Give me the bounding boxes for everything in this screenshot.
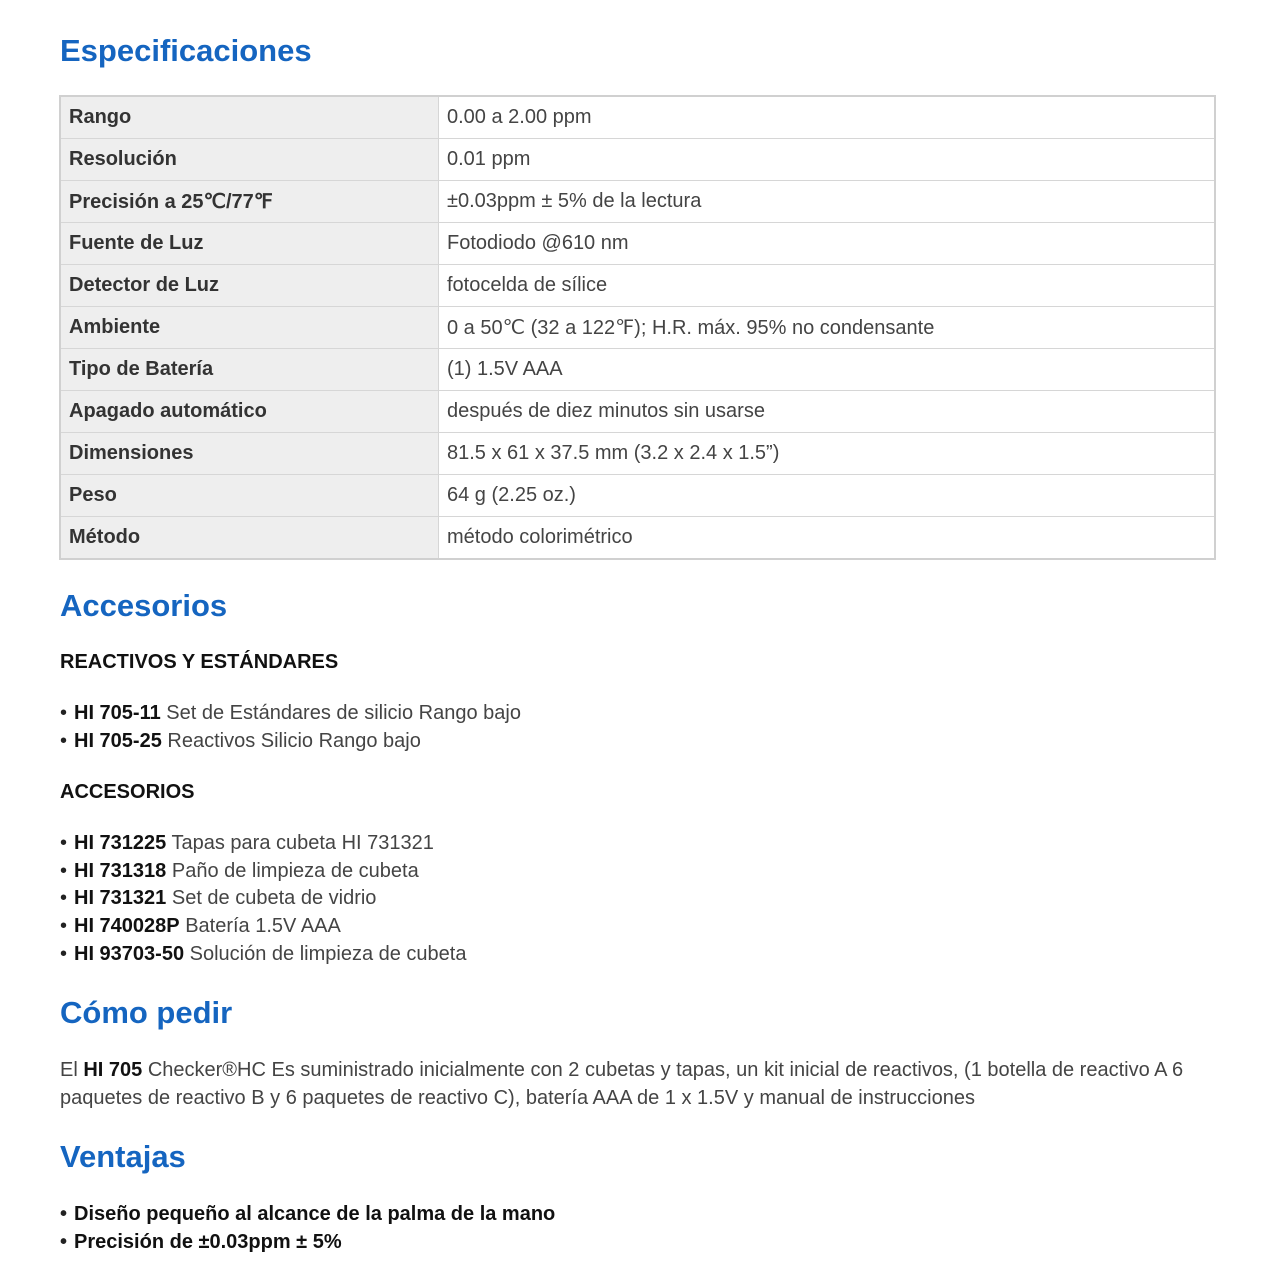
how-to-order-text xyxy=(60,1057,1220,1112)
spec-label: Dimensiones xyxy=(60,433,439,475)
list-item xyxy=(60,728,521,756)
product-code: HI 740028P xyxy=(74,915,180,938)
spec-label: Tipo de Batería xyxy=(60,349,439,391)
list-item xyxy=(60,858,466,886)
reagents-list xyxy=(60,700,521,755)
table-row xyxy=(60,96,1215,139)
table-row xyxy=(60,475,1215,517)
product-desc: Solución de limpieza de cubeta xyxy=(184,942,467,965)
specs-heading: Especificaciones xyxy=(60,33,312,68)
product-name: HI 705 xyxy=(83,1059,143,1081)
spec-value: ±0.03ppm ± 5% de la lectura xyxy=(439,181,1216,223)
spec-label: Fuente de Luz xyxy=(60,223,439,265)
spec-value: 0.00 a 2.00 ppm xyxy=(439,96,1216,139)
order-description: Checker®HC Es suministrado inicialmente con 2 cubetas y tapas, un kit inicial de reactivos, (1 botella de reactivo A 6 paquetes de reactivo B y 6 paquetes de reactivo C), batería AAA de 1 x 1.5V y manual de instrucciones xyxy=(60,1059,1184,1109)
spec-label: Precisión a 25℃/77℉ xyxy=(60,181,439,223)
spec-value: 81.5 x 61 x 37.5 mm (3.2 x 2.4 x 1.5”) xyxy=(439,433,1216,475)
spec-value: después de diez minutos sin usarse xyxy=(439,391,1216,433)
list-item: • Precisión de ±0.03ppm ± 5% xyxy=(60,1229,555,1257)
spec-value: método colorimétrico xyxy=(439,517,1216,560)
product-code: HI 705-25 xyxy=(74,729,162,752)
advantages-list xyxy=(60,1201,555,1256)
spec-value: 0.01 ppm xyxy=(439,139,1216,181)
product-desc: Set de Estándares de silicio Rango bajo xyxy=(160,702,521,724)
list-item xyxy=(60,913,466,941)
table-row xyxy=(60,181,1215,223)
table-row xyxy=(60,307,1215,349)
product-desc: Batería 1.5V AAA xyxy=(179,915,341,938)
list-item xyxy=(60,830,466,858)
product-desc: Tapas para cubeta HI 731321 xyxy=(166,832,434,854)
table-row xyxy=(60,433,1215,475)
spec-value: 0 a 50℃ (32 a 122℉); H.R. máx. 95% no condensante xyxy=(439,307,1216,349)
spec-value: fotocelda de sílice xyxy=(439,265,1216,307)
spec-label: Método xyxy=(60,517,439,560)
spec-value: (1) 1.5V AAA xyxy=(439,349,1216,391)
table-row xyxy=(60,265,1215,307)
spec-value: 64 g (2.25 oz.) xyxy=(439,475,1216,517)
spec-label: Apagado automático xyxy=(60,391,439,433)
product-desc: Paño de limpieza de cubeta xyxy=(166,859,419,882)
spec-label: Peso xyxy=(60,475,439,517)
reagents-subheading: REACTIVOS Y ESTÁNDARES xyxy=(60,651,339,673)
spec-label: Resolución xyxy=(60,139,439,181)
accessories-heading: Accesorios xyxy=(60,588,228,623)
spec-label: Rango xyxy=(60,96,439,139)
order-prefix: El xyxy=(60,1059,84,1081)
list-item xyxy=(60,885,466,913)
product-code: HI 731225 xyxy=(74,832,167,854)
product-code: HI 731321 xyxy=(74,887,167,910)
list-item xyxy=(60,941,466,969)
product-code: HI 93703-50 xyxy=(74,942,185,965)
list-item xyxy=(60,700,521,728)
accessories-subheading: ACCESORIOS xyxy=(60,781,195,803)
product-code: HI 731318 xyxy=(74,859,167,882)
spec-value: Fotodiodo @610 nm xyxy=(439,223,1216,265)
table-row xyxy=(60,139,1215,181)
spec-label: Detector de Luz xyxy=(60,265,439,307)
how-to-order-heading: Cómo pedir xyxy=(60,995,233,1030)
spec-label: Ambiente xyxy=(60,307,439,349)
accessories-list xyxy=(60,830,466,968)
product-desc: Set de cubeta de vidrio xyxy=(166,887,377,910)
list-item: • Diseño pequeño al alcance de la palma de la mano xyxy=(60,1201,555,1229)
table-row xyxy=(60,391,1215,433)
product-desc: Reactivos Silicio Rango bajo xyxy=(161,729,421,752)
table-row xyxy=(60,349,1215,391)
specs-table xyxy=(59,95,1216,560)
table-row xyxy=(60,517,1215,560)
table-row xyxy=(60,223,1215,265)
advantages-heading: Ventajas xyxy=(60,1139,186,1174)
product-code: HI 705-11 xyxy=(74,702,161,724)
